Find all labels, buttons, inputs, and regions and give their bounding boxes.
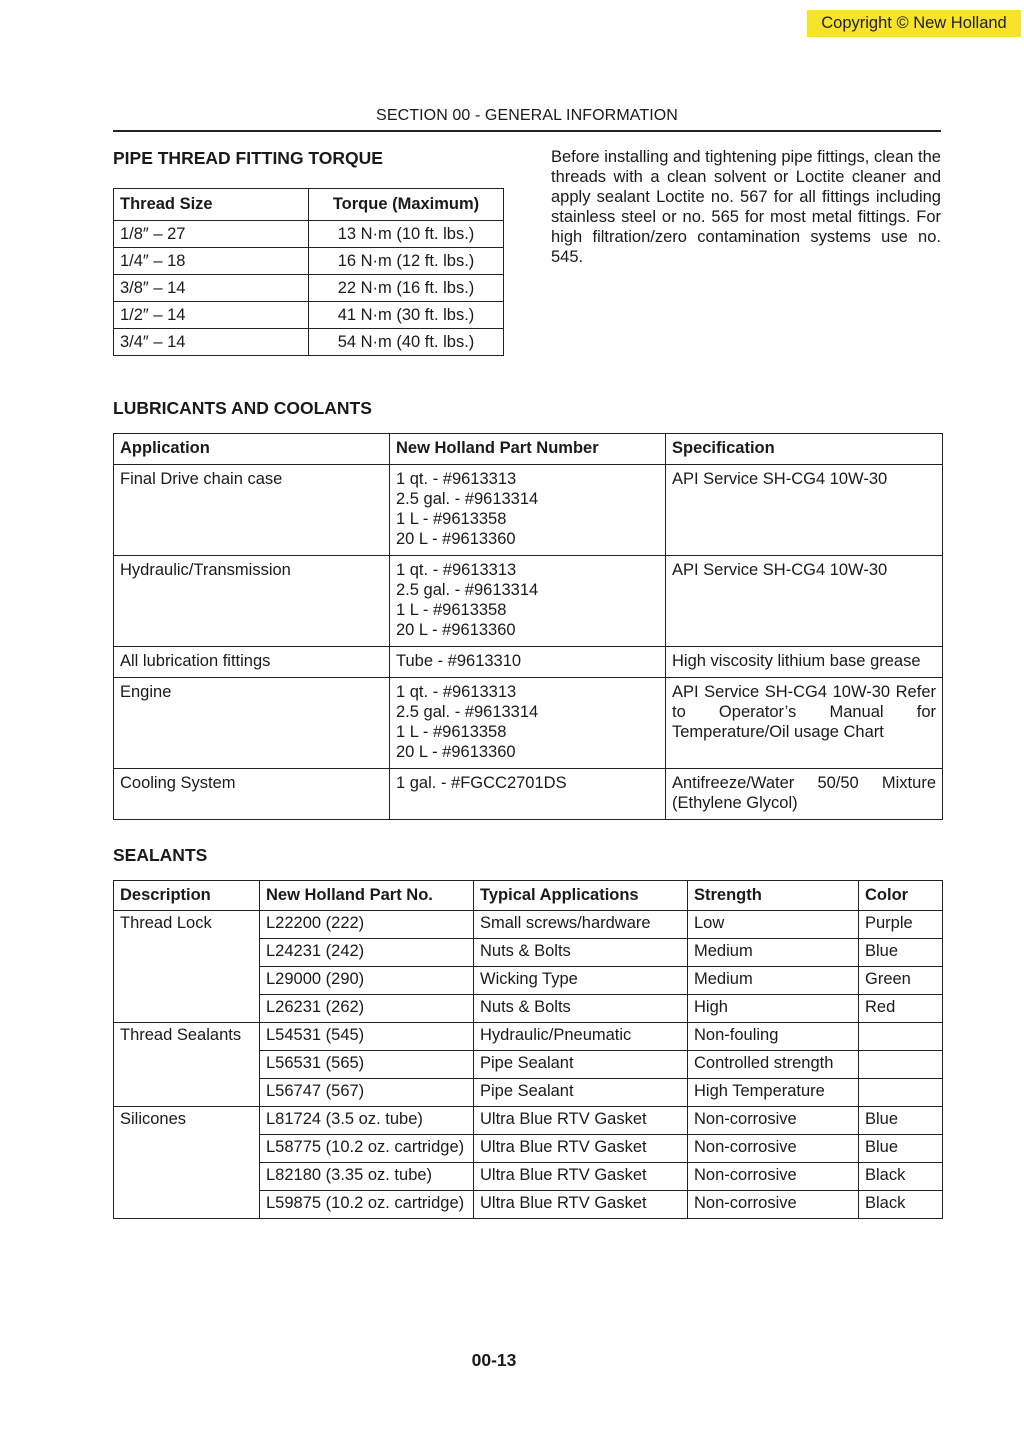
thread-size-cell: 1/2″ – 14	[114, 302, 309, 329]
part-number-cell: 1 qt. - #9613313 2.5 gal. - #9613314 1 L - #9613358 20 L - #9613360	[390, 556, 666, 647]
strength-cell: Non-corrosive	[688, 1163, 859, 1191]
pipe-fitting-instructions: Before installing and tightening pipe fittings, clean the threads with a clean solvent or Loctite cleaner and apply sealant Loctite no. 567 for all fittings including stainless steel or no. 565 for most metal fittings. For high filtration/zero contamination systems use no. 545.	[551, 148, 941, 266]
torque-cell: 13 N·m (10 ft. lbs.)	[309, 221, 504, 248]
strength-cell: Medium	[688, 967, 859, 995]
strength-cell: High	[688, 995, 859, 1023]
strength-cell: Low	[688, 911, 859, 939]
thread-size-cell: 3/8″ – 14	[114, 275, 309, 302]
torque-cell: 41 N·m (30 ft. lbs.)	[309, 302, 504, 329]
torque-cell: 16 N·m (12 ft. lbs.)	[309, 248, 504, 275]
table-header-row	[114, 434, 943, 465]
color-cell: Black	[859, 1191, 943, 1219]
application-cell: All lubrication fittings	[114, 647, 390, 678]
part-no-cell: L54531 (545)	[260, 1023, 474, 1051]
thread-size-cell: 1/4″ – 18	[114, 248, 309, 275]
strength-cell: Non-corrosive	[688, 1107, 859, 1135]
application-cell: Ultra Blue RTV Gasket	[474, 1163, 688, 1191]
part-number-cell: 1 qt. - #9613313 2.5 gal. - #9613314 1 L - #9613358 20 L - #9613360	[390, 678, 666, 769]
specification-cell: API Service SH-CG4 10W-30	[666, 556, 943, 647]
specification-cell: High viscosity lithium base grease	[666, 647, 943, 678]
color-cell: Blue	[859, 939, 943, 967]
table-row	[114, 275, 504, 302]
table-row	[114, 221, 504, 248]
torque-cell: 54 N·m (40 ft. lbs.)	[309, 329, 504, 356]
color-cell: Blue	[859, 1135, 943, 1163]
column-header-strength: Strength	[688, 881, 859, 911]
sealants-heading: SEALANTS	[113, 845, 208, 865]
column-header-color: Color	[859, 881, 943, 911]
color-cell: Blue	[859, 1107, 943, 1135]
part-no-cell: L22200 (222)	[260, 911, 474, 939]
thread-size-cell: 1/8″ – 27	[114, 221, 309, 248]
column-header-thread-size: Thread Size	[114, 189, 309, 221]
strength-cell: Non-fouling	[688, 1023, 859, 1051]
table-row	[114, 329, 504, 356]
column-header-part-no: New Holland Part No.	[260, 881, 474, 911]
column-header-description: Description	[114, 881, 260, 911]
column-header-torque: Torque (Maximum)	[309, 189, 504, 221]
color-cell: Black	[859, 1163, 943, 1191]
table-row	[114, 556, 943, 647]
part-no-cell: L58775 (10.2 oz. cartridge)	[260, 1135, 474, 1163]
copyright-badge: Copyright © New Holland	[807, 10, 1021, 37]
column-header-part-number: New Holland Part Number	[390, 434, 666, 465]
application-cell: Cooling System	[114, 769, 390, 820]
strength-cell: High Temperature	[688, 1079, 859, 1107]
application-cell: Engine	[114, 678, 390, 769]
part-number-cell: 1 gal. - #FGCC2701DS	[390, 769, 666, 820]
color-cell	[859, 1079, 943, 1107]
strength-cell: Non-corrosive	[688, 1135, 859, 1163]
application-cell: Nuts & Bolts	[474, 939, 688, 967]
sealant-group-description: Thread Lock	[114, 911, 260, 1023]
table-row	[114, 769, 943, 820]
color-cell	[859, 1051, 943, 1079]
application-cell: Hydraulic/Transmission	[114, 556, 390, 647]
table-header-row	[114, 881, 943, 911]
table-row	[114, 647, 943, 678]
column-header-specification: Specification	[666, 434, 943, 465]
column-header-application: Application	[114, 434, 390, 465]
lubricants-heading: LUBRICANTS AND COOLANTS	[113, 398, 372, 418]
table-row	[114, 911, 943, 939]
strength-cell: Medium	[688, 939, 859, 967]
color-cell: Red	[859, 995, 943, 1023]
part-no-cell: L56747 (567)	[260, 1079, 474, 1107]
application-cell: Final Drive chain case	[114, 465, 390, 556]
specification-cell: Antifreeze/Water 50/50 Mixture (Ethylene Glycol)	[666, 769, 943, 820]
part-no-cell: L81724 (3.5 oz. tube)	[260, 1107, 474, 1135]
color-cell	[859, 1023, 943, 1051]
thread-size-cell: 3/4″ – 14	[114, 329, 309, 356]
application-cell: Pipe Sealant	[474, 1051, 688, 1079]
lubricants-table	[113, 433, 943, 820]
table-row	[114, 678, 943, 769]
part-no-cell: L24231 (242)	[260, 939, 474, 967]
table-row	[114, 302, 504, 329]
part-number-cell: Tube - #9613310	[390, 647, 666, 678]
section-header: SECTION 00 - GENERAL INFORMATION	[376, 107, 678, 124]
sealant-group-description: Silicones	[114, 1107, 260, 1219]
table-row	[114, 248, 504, 275]
pipe-thread-torque-table	[113, 188, 504, 356]
sealants-table	[113, 880, 943, 1219]
application-cell: Hydraulic/Pneumatic	[474, 1023, 688, 1051]
table-header-row	[114, 189, 504, 221]
application-cell: Ultra Blue RTV Gasket	[474, 1135, 688, 1163]
application-cell: Nuts & Bolts	[474, 995, 688, 1023]
pipe-thread-heading: PIPE THREAD FITTING TORQUE	[113, 148, 383, 168]
application-cell: Small screws/hardware	[474, 911, 688, 939]
part-no-cell: L26231 (262)	[260, 995, 474, 1023]
application-cell: Ultra Blue RTV Gasket	[474, 1107, 688, 1135]
specification-cell: API Service SH-CG4 10W-30 Refer to Operator’s Manual for Temperature/Oil usage Chart	[666, 678, 943, 769]
column-header-typical-applications: Typical Applications	[474, 881, 688, 911]
application-cell: Wicking Type	[474, 967, 688, 995]
part-no-cell: L82180 (3.35 oz. tube)	[260, 1163, 474, 1191]
part-number-cell: 1 qt. - #9613313 2.5 gal. - #9613314 1 L - #9613358 20 L - #9613360	[390, 465, 666, 556]
application-cell: Ultra Blue RTV Gasket	[474, 1191, 688, 1219]
color-cell: Purple	[859, 911, 943, 939]
part-no-cell: L56531 (565)	[260, 1051, 474, 1079]
part-no-cell: L29000 (290)	[260, 967, 474, 995]
color-cell: Green	[859, 967, 943, 995]
sealant-group-description: Thread Sealants	[114, 1023, 260, 1107]
table-row	[114, 1107, 943, 1135]
strength-cell: Controlled strength	[688, 1051, 859, 1079]
application-cell: Pipe Sealant	[474, 1079, 688, 1107]
specification-cell: API Service SH-CG4 10W-30	[666, 465, 943, 556]
torque-cell: 22 N·m (16 ft. lbs.)	[309, 275, 504, 302]
section-rule	[113, 130, 941, 132]
table-row	[114, 1023, 943, 1051]
part-no-cell: L59875 (10.2 oz. cartridge)	[260, 1191, 474, 1219]
page-number: 00-13	[471, 1350, 517, 1370]
strength-cell: Non-corrosive	[688, 1191, 859, 1219]
table-row	[114, 465, 943, 556]
